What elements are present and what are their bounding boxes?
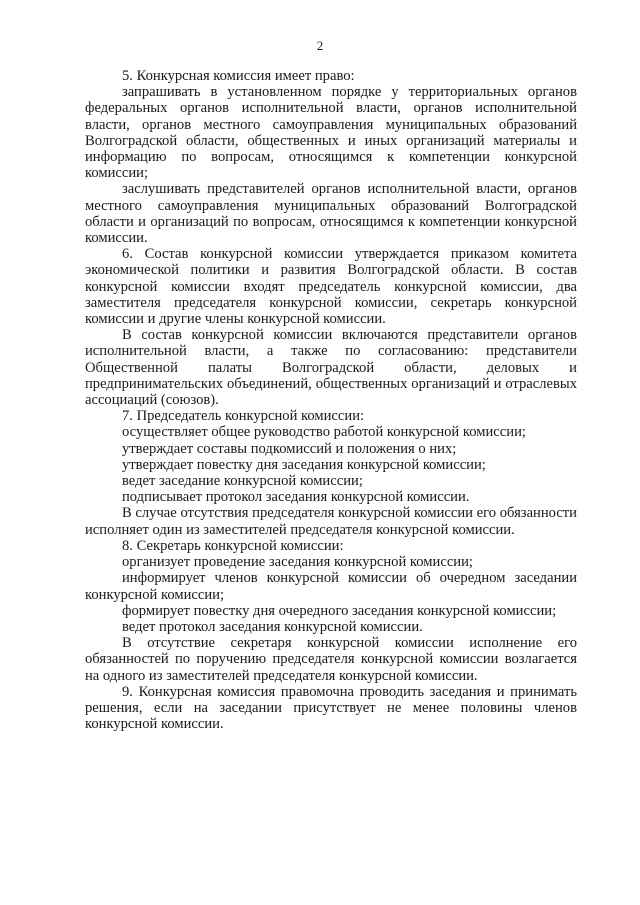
paragraph-8-item-2: информирует членов конкурсной комиссии об очередном заседании конкурсной комиссии; xyxy=(85,570,577,603)
paragraph-5-item-hear-representatives: заслушивать представителей органов исполнительной власти, органов местного самоуправления муниципальных образований Волгоградской области и организаций по вопросам, относящимся к компетенции конкурсной комиссии. xyxy=(85,181,577,247)
document-body xyxy=(85,68,577,732)
paragraph-7-item-1: осуществляет общее руководство работой конкурсной комиссии; xyxy=(122,424,526,441)
paragraph-7-item-5: подписывает протокол заседания конкурсной комиссии. xyxy=(122,489,470,506)
paragraph-8-item-4: ведет протокол заседания конкурсной комиссии. xyxy=(122,618,423,635)
page-number: 2 xyxy=(316,38,324,53)
paragraph-8-item-3: формирует повестку дня очередного заседания конкурсной комиссии; xyxy=(122,602,557,619)
paragraph-7-item-2: утверждает составы подкомиссий и положения о них; xyxy=(122,440,457,457)
paragraph-5-heading: 5. Конкурсная комиссия имеет право: xyxy=(122,68,355,84)
paragraph-6-composition: В состав конкурсной комиссии включаются представители органов исполнительной власти, а также по согласованию: представители Общественной палаты Волгоградской области, деловых и предпринимательских объединений, общественных организаций и отраслевых ассоциаций (союзов). xyxy=(85,327,577,409)
paragraph-9: 9. Конкурсная комиссия правомочна проводить заседания и принимать решения, если на заседании присутствует не менее половины членов конкурсной комиссии. xyxy=(85,683,577,733)
paragraph-7-item-4: ведет заседание конкурсной комиссии; xyxy=(122,473,363,490)
paragraph-8-heading: 8. Секретарь конкурсной комиссии: xyxy=(122,537,344,554)
paragraph-8-item-1: организует проведение заседания конкурсной комиссии; xyxy=(122,554,473,571)
paragraph-8-absence: В отсутствие секретаря конкурсной комиссии исполнение его обязанностей по поручению председателя конкурсной комиссии возлагается на одного из заместителей председателя конкурсной комиссии. xyxy=(85,635,577,684)
paragraph-7-item-3: утверждает повестку дня заседания конкурсной комиссии; xyxy=(122,456,486,473)
paragraph-6: 6. Состав конкурсной комиссии утверждается приказом комитета экономической политики и развития Волгоградской области. В состав конкурсной комиссии входят председатель конкурсной комиссии, два заместителя председателя конкурсной комиссии, секретарь конкурсной комиссии и другие члены конкурсной комиссии. xyxy=(85,246,577,328)
paragraph-7-absence: В случае отсутствия председателя конкурсной комиссии его обязанности исполняет один из заместителей председателя конкурсной комиссии. xyxy=(85,505,577,538)
paragraph-5-item-request-info: запрашивать в установленном порядке у территориальных органов федеральных органов исполнительной власти, органов исполнительной власти, органов местного самоуправления муниципальных образований Волгоградской области, общественных и иных организаций материалы и информацию по вопросам, относящимся к компетенции конкурсной комиссии; xyxy=(85,84,577,182)
paragraph-7-heading: 7. Председатель конкурсной комиссии: xyxy=(122,408,365,425)
